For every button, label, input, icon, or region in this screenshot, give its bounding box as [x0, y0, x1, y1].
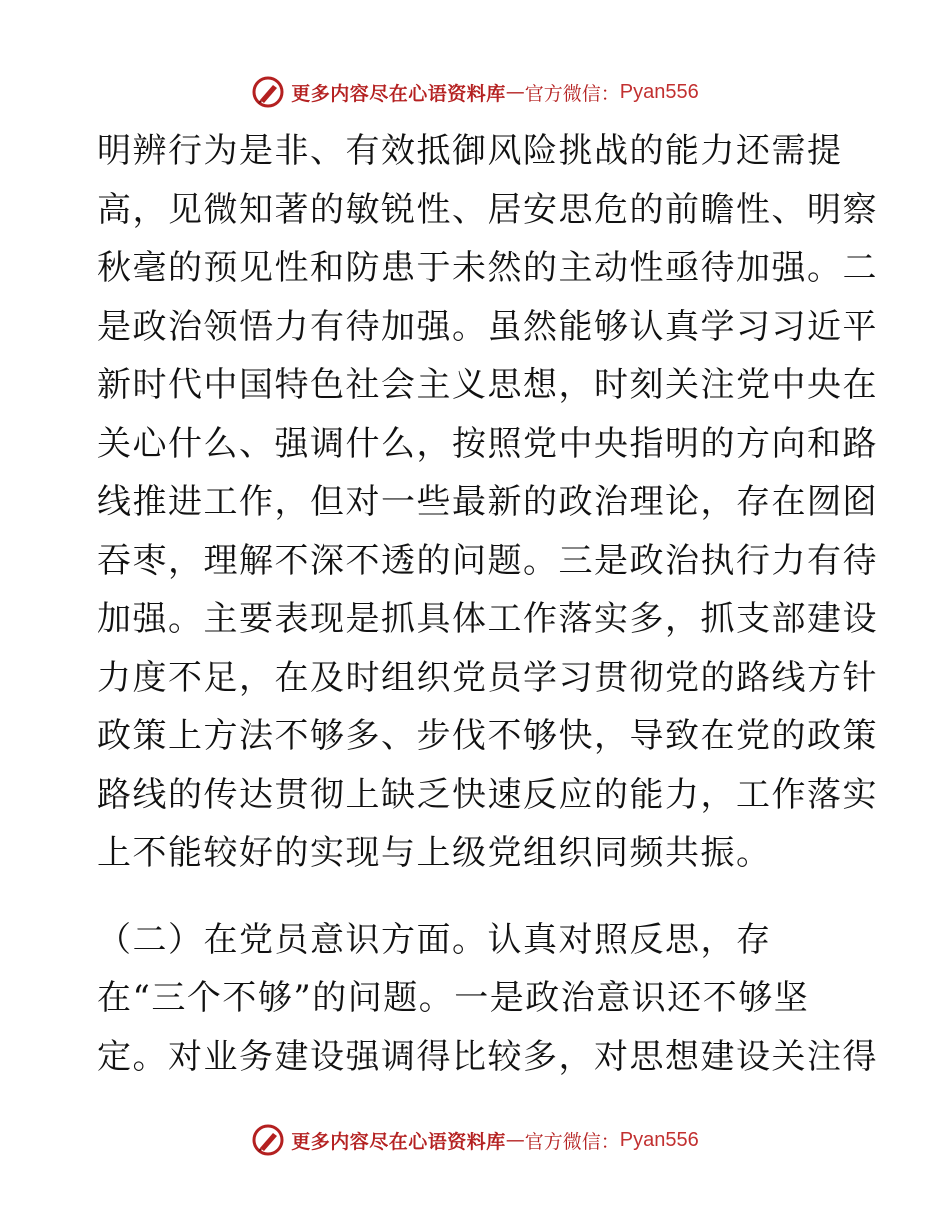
text-line: 吞枣，理解不深不透的问题。三是政治执行力有待: [97, 540, 878, 581]
paragraph-1: [97, 122, 878, 883]
header-separator: —: [505, 81, 525, 103]
text-line: 定。对业务建设强调得比较多，对思想建设关注得: [97, 1036, 878, 1077]
text-line: 上不能较好的实现与上级党组织同频共振。: [97, 833, 772, 873]
pen-logo-icon: [251, 75, 285, 109]
text-line: 明辨行为是非、有效抵御风险挑战的能力还需提: [97, 131, 843, 171]
footer-banner: [0, 1120, 950, 1160]
header-wechat-label: 官方微信：: [524, 82, 620, 105]
text-line: 线推进工作，但对一些最新的政治理论，存在囫囵: [97, 482, 878, 522]
footer-wechat-label: 官方微信：: [524, 1130, 620, 1153]
header-brand: 更多内容尽在心语资料库: [291, 82, 506, 105]
text-line: 新时代中国特色社会主义思想，时刻关注党中央在: [97, 365, 878, 405]
text-line: 关心什么、强调什么，按照党中央指明的方向和路: [97, 423, 878, 464]
header-banner: [0, 72, 950, 112]
text-line: 是政治领悟力有待加强。虽然能够认真学习习近平: [97, 306, 878, 347]
paragraph-gap: [97, 883, 853, 911]
header-wechat-id: Pyan556: [619, 80, 699, 103]
pen-logo-icon: [251, 1123, 285, 1157]
footer-separator: —: [505, 1129, 525, 1151]
text-line: 路线的传达贯彻上缺乏快速反应的能力，工作落实: [97, 774, 878, 815]
paragraph-2: [97, 911, 878, 1087]
text-line: 力度不足，在及时组织党员学习贯彻党的路线方针: [97, 657, 878, 698]
text-line: 秋毫的预见性和防患于未然的主动性亟待加强。二: [97, 248, 878, 288]
text-line: （二）在党员意识方面。认真对照反思，存: [97, 919, 772, 960]
text-line: 在“三个不够”的问题。一是政治意识还不够坚: [97, 978, 810, 1018]
footer-wechat-id: Pyan556: [619, 1128, 699, 1151]
text-line: 高，见微知著的敏锐性、居安思危的前瞻性、明察: [97, 189, 878, 230]
document-body: [97, 122, 878, 1086]
text-line: 加强。主要表现是抓具体工作落实多，抓支部建设: [97, 599, 878, 639]
text-line: 政策上方法不够多、步伐不够快，导致在党的政策: [97, 716, 878, 756]
footer-brand: 更多内容尽在心语资料库: [291, 1130, 506, 1153]
